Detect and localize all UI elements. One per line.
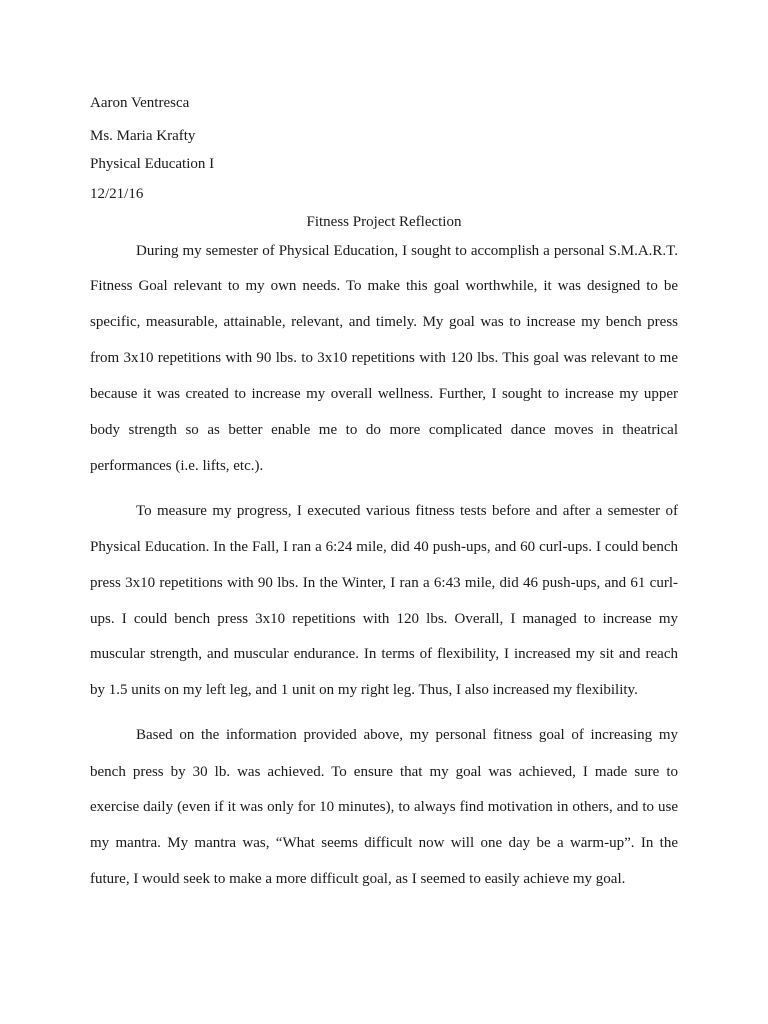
- paragraph-line: ups. I could bench press 3x10 repetitions with 120 lbs. Overall, I managed to increase my: [90, 611, 678, 627]
- paragraph-line: Based on the information provided above, my personal fitness goal of increasing my: [136, 727, 678, 743]
- paragraph-line: To measure my progress, I executed various fitness tests before and after a semester of: [136, 503, 678, 519]
- paragraph-line: press 3x10 repetitions with 90 lbs. In the Winter, I ran a 6:43 mile, did 46 push-ups, and 61 curl-: [90, 575, 678, 591]
- paragraph-line: bench press by 30 lb. was achieved. To ensure that my goal was achieved, I made sure to: [90, 764, 678, 780]
- paragraph-line: exercise daily (even if it was only for 10 minutes), to always find motivation in others, and to use: [90, 799, 678, 815]
- document-title: Fitness Project Reflection: [306, 214, 462, 230]
- paragraph-line: Physical Education. In the Fall, I ran a 6:24 mile, did 40 push-ups, and 60 curl-ups. I could bench: [90, 539, 678, 555]
- paragraph-line: my mantra. My mantra was, “What seems difficult now will one day be a warm-up”. In the: [90, 835, 678, 851]
- teacher-name: Ms. Maria Krafty: [90, 128, 196, 144]
- paragraph-line: specific, measurable, attainable, relevant, and timely. My goal was to increase my bench press: [90, 314, 678, 330]
- paragraph-line: Fitness Goal relevant to my own needs. To make this goal worthwhile, it was designed to be: [90, 278, 678, 294]
- paragraph-line: muscular strength, and muscular endurance. In terms of flexibility, I increased my sit and reach: [90, 646, 678, 662]
- paragraph-line: During my semester of Physical Education, I sought to accomplish a personal S.M.A.R.T.: [136, 243, 678, 259]
- document-date: 12/21/16: [90, 186, 144, 202]
- paragraph-line: performances (i.e. lifts, etc.).: [90, 458, 264, 474]
- course-name: Physical Education I: [90, 156, 215, 172]
- paragraph-line: body strength so as better enable me to do more complicated dance moves in theatrical: [90, 422, 678, 438]
- paragraph-line: future, I would seek to make a more difficult goal, as I seemed to easily achieve my goal.: [90, 871, 626, 887]
- student-name: Aaron Ventresca: [90, 95, 190, 111]
- paragraph-line: because it was created to increase my overall wellness. Further, I sought to increase my upper: [90, 386, 678, 402]
- paragraph-line: from 3x10 repetitions with 90 lbs. to 3x10 repetitions with 120 lbs. This goal was relevant to me: [90, 350, 678, 366]
- paragraph-line: by 1.5 units on my left leg, and 1 unit on my right leg. Thus, I also increased my flexibility.: [90, 682, 638, 698]
